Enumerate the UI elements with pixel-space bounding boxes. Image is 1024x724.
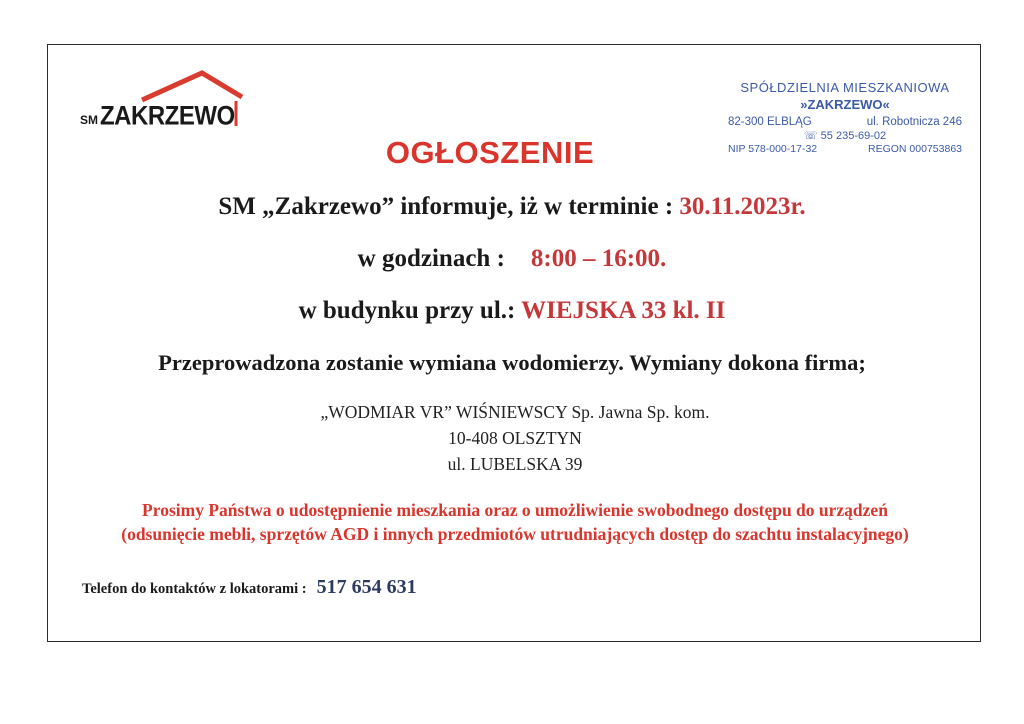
stamp-address <box>728 116 962 128</box>
hours-line <box>0 245 1024 273</box>
hours-line-text: w godzinach : <box>357 245 505 272</box>
building-line <box>0 297 1024 325</box>
access-request <box>60 498 970 546</box>
access-request-line-1: Prosimy Państwa o udostępnienie mieszkania oraz o umożliwienie swobodnego dostępu do urządzeń <box>142 500 888 520</box>
stamp-phone: ☏ 55 235-69-02 <box>803 130 887 142</box>
hours-value: 8:00 – 16:00. <box>530 245 667 272</box>
logo-prefix: SM <box>80 113 98 127</box>
stamp-regon: REGON 000753863 <box>868 143 962 155</box>
company-name: „WODMIAR VR” WIŚNIEWSCY Sp. Jawna Sp. kom. <box>320 402 710 422</box>
replacement-info: Przeprowadzona zostanie wymiana wodomierzy. Wymiany dokona firma; <box>158 350 866 375</box>
stamp-street: ul. Robotnicza 246 <box>866 116 962 128</box>
page-title: OGŁOSZENIE <box>385 135 595 170</box>
building-line-text: w budynku przy ul.: <box>298 297 516 324</box>
contact-phone <box>82 576 417 599</box>
company-street: ul. LUBELSKA 39 <box>447 454 583 474</box>
company-logo <box>80 70 250 130</box>
access-request-line-2: (odsunięcie mebli, sprzętów AGD i innych przedmiotów utrudniających dostęp do szachtu instalacyjnego) <box>121 524 909 544</box>
stamp-postal-city: 82-300 ELBLĄG <box>728 116 812 128</box>
contact-label: Telefon do kontaktów z lokatorami : <box>82 581 307 597</box>
stamp-line-2: »ZAKRZEWO« <box>800 97 890 112</box>
company-city: 10-408 OLSZTYN <box>448 428 582 448</box>
date-line-text: SM „Zakrzewo” informuje, iż w terminie : <box>218 193 674 220</box>
logo-name: ZAKRZEWO <box>100 101 235 132</box>
contact-number: 517 654 631 <box>316 576 417 598</box>
date-line <box>0 193 1024 221</box>
date-value: 30.11.2023r. <box>679 193 806 220</box>
building-address: WIEJSKA 33 kl. II <box>521 297 726 324</box>
stamp-line-1: SPÓŁDZIELNIA MIESZKANIOWA <box>740 80 950 95</box>
stamp-nip: NIP 578-000-17-32 <box>728 143 818 155</box>
